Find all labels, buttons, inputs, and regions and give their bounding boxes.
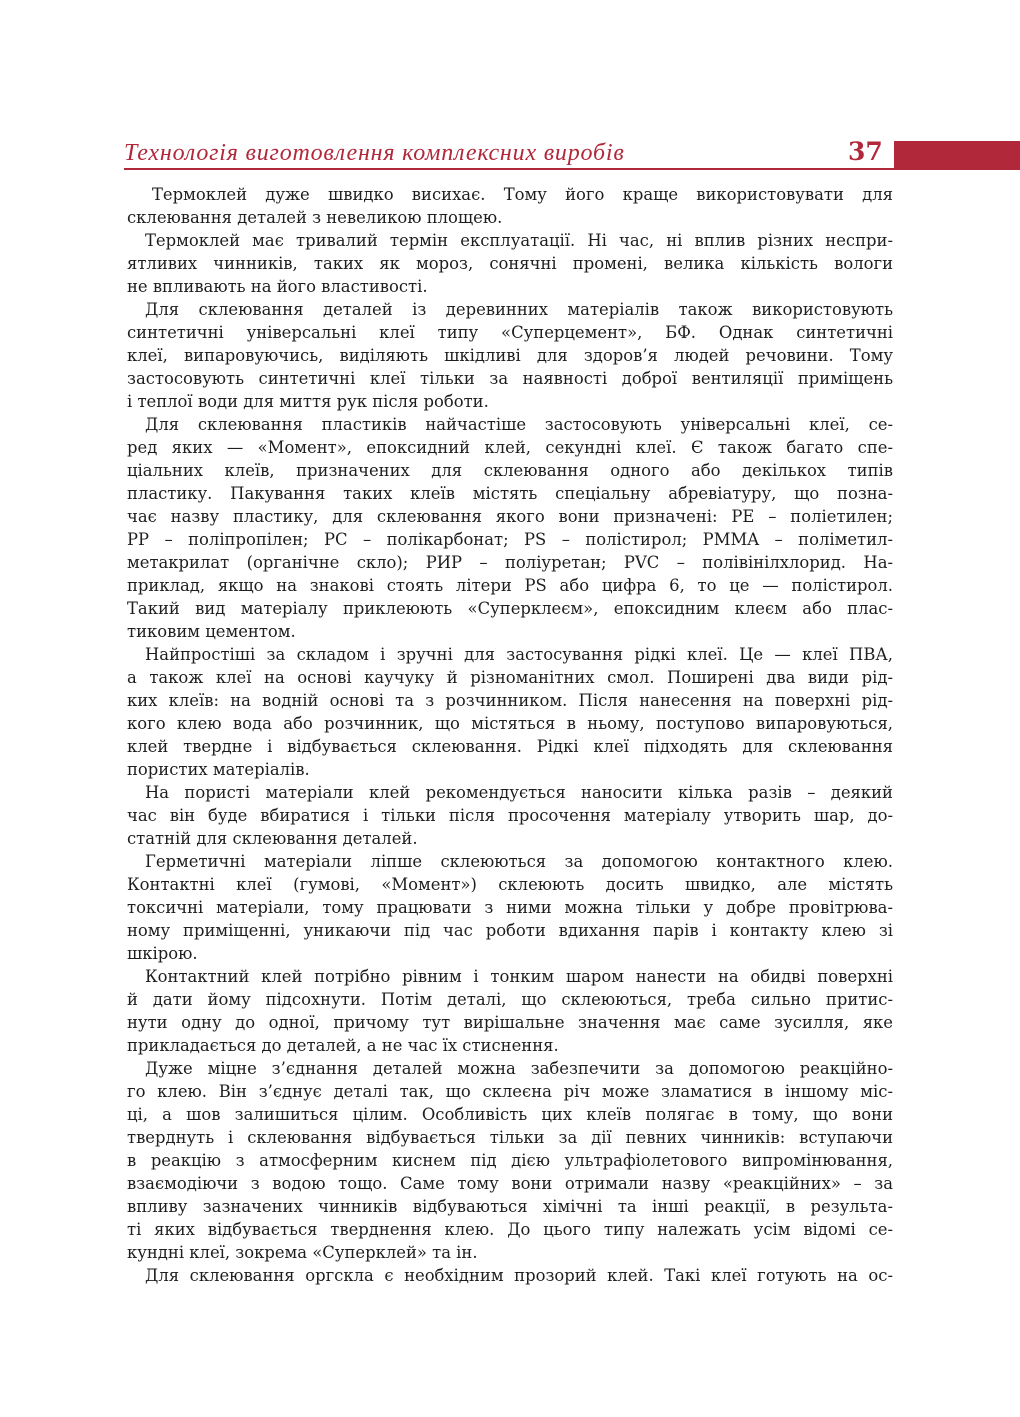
paragraph: [127, 183, 893, 229]
text-line: клей твердне і відбувається склеювання. Рідкі клеї підходять для склеювання: [127, 737, 893, 756]
text-line: пластику. Пакування таких клеїв містять спеціальну абревіатуру, що позна-: [127, 484, 893, 503]
text-line: Контактний клей потрібно рівним і тонким шаром нанести на обидві поверхні: [145, 967, 893, 986]
text-line: склеювання деталей з невеликою площею.: [127, 208, 503, 227]
text-line: ред яких — «Момент», епоксидний клей, секундні клеї. Є також багато спе-: [127, 438, 893, 457]
text-line: Дуже міцне з’єднання деталей можна забезпечити за допомогою реакційно-: [145, 1059, 893, 1078]
text-line: і теплої води для миття рук після роботи.: [127, 392, 489, 411]
text-line: не впливають на його властивості.: [127, 277, 428, 296]
paragraph: [127, 643, 893, 781]
text-line: Для склеювання оргскла є необхідним прозорий клей. Такі клеї готують на ос-: [145, 1266, 893, 1285]
paragraph: [127, 298, 893, 413]
text-line: кундні клеї, зокрема «Суперклей» та ін.: [127, 1243, 478, 1262]
text-line: пористих матеріалів.: [127, 760, 310, 779]
text-line: взаємодіючи з водою тощо. Саме тому вони отримали назву «реакційних» – за: [127, 1174, 893, 1193]
text-line: тиковим цементом.: [127, 622, 296, 641]
text-line: ті яких відбувається тверднення клею. До цього типу належать усім відомі се-: [127, 1220, 893, 1239]
text-line: ному приміщенні, уникаючи під час роботи вдихання парів і контакту клею зі: [127, 921, 893, 940]
text-line: тверднуть і склеювання відбувається тільки за дії певних чинників: вступаючи: [127, 1128, 893, 1147]
text-line: Герметичні матеріали ліпше склеюються за допомогою контактного клею.: [145, 852, 893, 871]
text-line: метакрилат (органічне скло); PИP – поліуретан; PVC – полівінілхлорид. На-: [127, 553, 893, 572]
text-line: Термоклей має тривалий термін експлуатації. Ні час, ні вплив різних неспри-: [145, 231, 893, 250]
text-line: го клею. Він з’єднує деталі так, що склеєна річ може зламатися в іншому міс-: [127, 1082, 893, 1101]
text-line: чає назву пластику, для склеювання якого вони призначені: PE – поліетилен;: [127, 507, 893, 526]
text-line: Термоклей дуже швидко висихає. Тому його краще використовувати для: [152, 185, 893, 204]
paragraph: [127, 965, 893, 1057]
text-line: приклад, якщо на знакові стоять літери PS або цифра 6, то це — полістирол.: [127, 576, 893, 595]
text-line: токсичні матеріали, тому працювати з ними можна тільки у добре провітрюва-: [127, 898, 893, 917]
header-title: Технологія виготовлення комплексних виробів: [124, 140, 625, 166]
text-line: прикладається до деталей, а не час їх стиснення.: [127, 1036, 559, 1055]
paragraph: [127, 1057, 893, 1264]
text-line: Для склеювання деталей із деревинних матеріалів також використовують: [145, 300, 893, 319]
paragraph: [127, 229, 893, 298]
text-line: шкірою.: [127, 944, 198, 963]
text-line: Найпростіші за складом і зручні для застосування рідкі клеї. Це — клеї ПВА,: [145, 645, 893, 664]
text-line: застосовують синтетичні клеї тільки за наявності доброї вентиляції приміщень: [127, 369, 893, 388]
text-line: ціальних клеїв, призначених для склеювання одного або декількох типів: [127, 461, 893, 480]
text-line: й дати йому підсохнути. Потім деталі, що склеюються, треба сильно притис-: [127, 990, 893, 1009]
text-line: клеї, випаровуючись, виділяють шкідливі для здоров’я людей речовини. Тому: [127, 346, 893, 365]
text-line: кого клею вода або розчинник, що містяться в ньому, поступово випаровуються,: [127, 714, 893, 733]
text-line: синтетичні універсальні клеї типу «Суперцемент», БФ. Однак синтетичні: [127, 323, 893, 342]
header-accent-bar: [894, 141, 1020, 170]
text-line: впливу зазначених чинників відбуваються хімічні та інші реакції, в результа-: [127, 1197, 893, 1216]
header-rule: [124, 168, 894, 170]
text-line: ятливих чинників, таких як мороз, сонячні промені, велика кількість вологи: [127, 254, 893, 273]
body-text: [127, 183, 893, 1287]
paragraph: [127, 850, 893, 965]
text-line: ких клеїв: на водній основі та з розчинником. Після нанесення на поверхні рід-: [127, 691, 893, 710]
page-number: 37: [848, 137, 883, 166]
paragraph: [127, 413, 893, 643]
paragraph: [127, 1264, 893, 1287]
paragraph: [127, 781, 893, 850]
text-line: час він буде вбиратися і тільки після просочення матеріалу утворить шар, до-: [127, 806, 893, 825]
text-line: статній для склеювання деталей.: [127, 829, 418, 848]
text-line: Для склеювання пластиків найчастіше застосовують універсальні клеї, се-: [145, 415, 893, 434]
text-line: а також клеї на основі каучуку й різноманітних смол. Поширені два види рід-: [127, 668, 893, 687]
text-line: Такий вид матеріалу приклеюють «Суперклеєм», епоксидним клеєм або плас-: [127, 599, 893, 618]
text-line: Контактні клеї (гумові, «Момент») склеюють досить швидко, але містять: [127, 875, 893, 894]
text-line: На пористі матеріали клей рекомендується наносити кілька разів – деякий: [145, 783, 893, 802]
text-line: нути одну до одної, причому тут вирішальне значення має саме зусилля, яке: [127, 1013, 893, 1032]
text-line: ці, а шов залишиться цілим. Особливість цих клеїв полягає в тому, що вони: [127, 1105, 893, 1124]
text-line: PP – поліпропілен; PC – полікарбонат; PS – полістирол; PMMA – поліметил-: [127, 530, 893, 549]
text-line: в реакцію з атмосферним киснем під дією ультрафіолетового випромінювання,: [127, 1151, 893, 1170]
